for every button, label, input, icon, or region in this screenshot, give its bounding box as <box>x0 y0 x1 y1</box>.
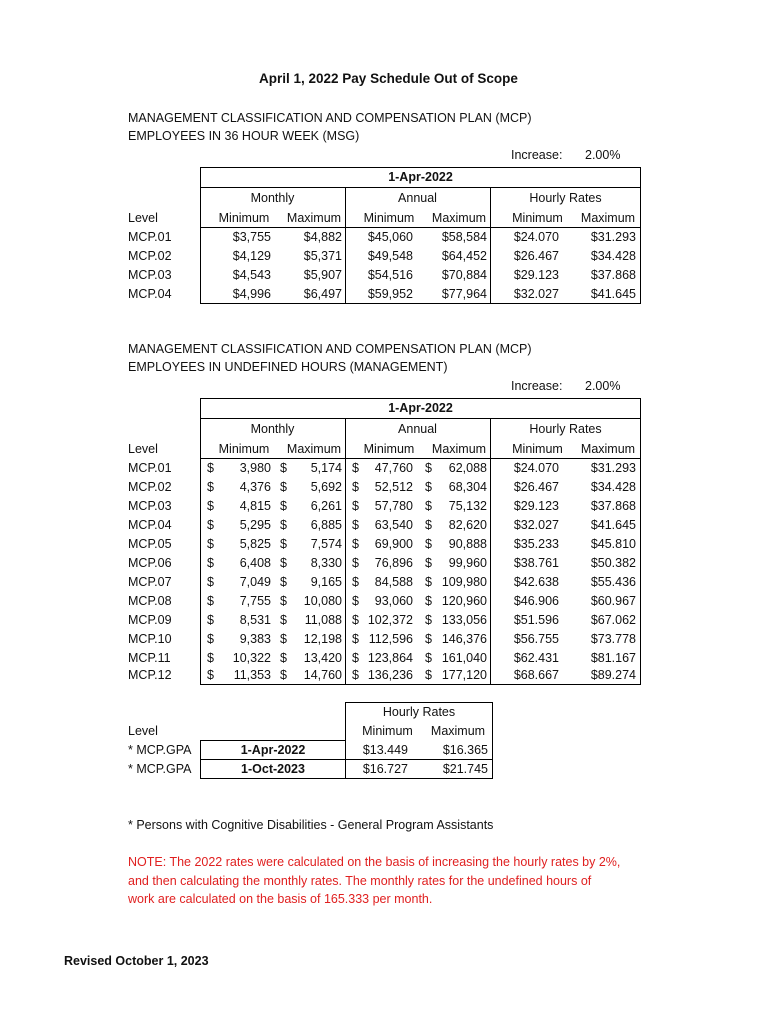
hourly-min-cell: $24.070 <box>513 230 559 244</box>
annual-max-cell: $64,452 <box>441 249 487 263</box>
gpa-max-header: Maximum <box>430 724 486 738</box>
currency-symbol: $ <box>425 499 432 513</box>
hourly-max-cell: $41.645 <box>590 287 636 301</box>
hourly-max-cell: $45.810 <box>590 537 636 551</box>
currency-symbol: $ <box>280 518 287 532</box>
annual-min-cell: 57,780 <box>374 499 413 513</box>
currency-symbol: $ <box>352 668 359 682</box>
monthly-min-cell: 3,980 <box>239 461 271 475</box>
annual-min-cell: 93,060 <box>374 594 413 608</box>
currency-symbol: $ <box>425 537 432 551</box>
monthly-max-cell: 9,165 <box>310 575 342 589</box>
level-cell: MCP.07 <box>128 575 172 589</box>
monthly-max-cell: 6,885 <box>310 518 342 532</box>
currency-symbol: $ <box>352 556 359 570</box>
level-cell: MCP.03 <box>128 499 172 513</box>
annual-min-cell: 69,900 <box>374 537 413 551</box>
monthly-min-cell: 5,295 <box>239 518 271 532</box>
annual-min-cell: 84,588 <box>374 575 413 589</box>
monthly-min-cell: 11,353 <box>233 668 271 682</box>
currency-symbol: $ <box>425 518 432 532</box>
currency-symbol: $ <box>280 537 287 551</box>
currency-symbol: $ <box>280 575 287 589</box>
section1-annual-min-header: Minimum <box>363 211 415 225</box>
gpa-min-header: Minimum <box>362 724 413 738</box>
monthly-max-cell: 11,088 <box>304 613 342 627</box>
hourly-min-cell: $29.123 <box>513 499 559 513</box>
currency-symbol: $ <box>425 575 432 589</box>
level-cell: MCP.01 <box>128 461 172 475</box>
section2-annual-min-header: Minimum <box>363 442 415 456</box>
section1-increase-value: 2.00% <box>585 148 621 162</box>
currency-symbol: $ <box>207 613 214 627</box>
monthly-min-cell: $4,543 <box>232 268 271 282</box>
gpa-level-cell: * MCP.GPA <box>128 762 192 776</box>
annual-min-cell: $59,952 <box>367 287 413 301</box>
currency-symbol: $ <box>207 594 214 608</box>
section2-group-annual: Annual <box>398 422 437 436</box>
hourly-min-cell: $26.467 <box>513 249 559 263</box>
annual-min-cell: $54,516 <box>367 268 413 282</box>
hourly-max-cell: $50.382 <box>590 556 636 570</box>
currency-symbol: $ <box>207 480 214 494</box>
section2-monthly-min-header: Minimum <box>218 442 270 456</box>
currency-symbol: $ <box>207 632 214 646</box>
annual-max-cell: $77,964 <box>441 287 487 301</box>
monthly-min-cell: 4,376 <box>239 480 271 494</box>
annual-min-cell: 63,540 <box>374 518 413 532</box>
monthly-min-cell: 7,755 <box>239 594 271 608</box>
hourly-max-cell: $34.428 <box>590 249 636 263</box>
hourly-min-cell: $35.233 <box>513 537 559 551</box>
monthly-max-cell: $5,907 <box>303 268 342 282</box>
hourly-max-cell: $55.436 <box>590 575 636 589</box>
note-line-1: NOTE: The 2022 rates were calculated on the basis of increasing the hourly rates by 2%, <box>128 855 621 869</box>
monthly-min-cell: 6,408 <box>239 556 271 570</box>
section1-increase-label: Increase: <box>511 148 563 162</box>
level-cell: MCP.04 <box>128 518 172 532</box>
currency-symbol: $ <box>207 518 214 532</box>
hourly-max-cell: $34.428 <box>590 480 636 494</box>
gpa-date-cell: 1-Oct-2023 <box>241 762 305 776</box>
monthly-min-cell: $3,755 <box>232 230 271 244</box>
gpa-max-cell: $16.365 <box>442 743 488 757</box>
annual-min-cell: 136,236 <box>367 668 413 682</box>
level-cell: MCP.12 <box>128 668 172 682</box>
currency-symbol: $ <box>280 480 287 494</box>
currency-symbol: $ <box>280 613 287 627</box>
gpa-min-cell: $16.727 <box>362 762 408 776</box>
hourly-min-cell: $24.070 <box>513 461 559 475</box>
currency-symbol: $ <box>207 668 214 682</box>
annual-max-cell: $58,584 <box>441 230 487 244</box>
annual-min-cell: $45,060 <box>367 230 413 244</box>
monthly-min-cell: 9,383 <box>239 632 271 646</box>
annual-max-cell: $70,884 <box>441 268 487 282</box>
currency-symbol: $ <box>425 613 432 627</box>
level-cell: MCP.03 <box>128 268 172 282</box>
currency-symbol: $ <box>352 594 359 608</box>
section2-annual-max-header: Maximum <box>431 442 487 456</box>
page-title: April 1, 2022 Pay Schedule Out of Scope <box>259 71 518 86</box>
monthly-min-cell: $4,996 <box>232 287 271 301</box>
currency-symbol: $ <box>207 461 214 475</box>
section1-heading-line1: MANAGEMENT CLASSIFICATION AND COMPENSATION PLAN (MCP) <box>128 111 532 125</box>
hourly-max-cell: $81.167 <box>590 651 636 665</box>
currency-symbol: $ <box>352 499 359 513</box>
monthly-min-cell: 8,531 <box>239 613 271 627</box>
currency-symbol: $ <box>280 556 287 570</box>
gpa-level-header: Level <box>128 724 158 738</box>
annual-min-cell: 123,864 <box>367 651 413 665</box>
hourly-max-cell: $73.778 <box>590 632 636 646</box>
currency-symbol: $ <box>425 668 432 682</box>
section2-hourly-min-header: Minimum <box>512 442 563 456</box>
section2-date: 1-Apr-2022 <box>388 401 453 415</box>
level-cell: MCP.05 <box>128 537 172 551</box>
currency-symbol: $ <box>352 575 359 589</box>
gpa-max-cell: $21.745 <box>442 762 488 776</box>
monthly-max-cell: 5,174 <box>310 461 342 475</box>
annual-max-cell: 99,960 <box>448 556 487 570</box>
section1-group-hourly: Hourly Rates <box>529 191 602 205</box>
gpa-date-cell: 1-Apr-2022 <box>240 743 306 757</box>
monthly-min-cell: 5,825 <box>239 537 271 551</box>
hourly-min-cell: $68.667 <box>513 668 559 682</box>
level-cell: MCP.02 <box>128 480 172 494</box>
section2-increase-value: 2.00% <box>585 379 621 393</box>
section1-monthly-max-header: Maximum <box>286 211 342 225</box>
section1-date: 1-Apr-2022 <box>388 170 453 184</box>
section1-group-annual: Annual <box>398 191 437 205</box>
hourly-max-cell: $37.868 <box>590 499 636 513</box>
monthly-max-cell: 14,760 <box>303 668 342 682</box>
monthly-max-cell: 13,420 <box>303 651 342 665</box>
hourly-max-cell: $41.645 <box>590 518 636 532</box>
level-cell: MCP.08 <box>128 594 172 608</box>
note-line-2: and then calculating the monthly rates. The monthly rates for the undefined hours of <box>128 874 592 888</box>
currency-symbol: $ <box>425 651 432 665</box>
annual-min-cell: 52,512 <box>374 480 413 494</box>
monthly-max-cell: $6,497 <box>303 287 342 301</box>
section2-group-monthly: Monthly <box>250 422 295 436</box>
monthly-min-cell: 7,049 <box>239 575 271 589</box>
section2-level-header: Level <box>128 442 158 456</box>
currency-symbol: $ <box>352 632 359 646</box>
level-cell: MCP.04 <box>128 287 172 301</box>
hourly-min-cell: $32.027 <box>513 518 559 532</box>
section2-hourly-max-header: Maximum <box>580 442 636 456</box>
hourly-min-cell: $26.467 <box>513 480 559 494</box>
gpa-group-hourly: Hourly Rates <box>382 705 456 719</box>
monthly-max-cell: $5,371 <box>303 249 342 263</box>
annual-min-cell: $49,548 <box>367 249 413 263</box>
currency-symbol: $ <box>207 556 214 570</box>
annual-max-cell: 62,088 <box>448 461 487 475</box>
hourly-max-cell: $60.967 <box>590 594 636 608</box>
revised-date: Revised October 1, 2023 <box>64 954 209 968</box>
annual-min-cell: 47,760 <box>374 461 413 475</box>
monthly-min-cell: $4,129 <box>232 249 271 263</box>
level-cell: MCP.02 <box>128 249 172 263</box>
annual-max-cell: 177,120 <box>441 668 487 682</box>
currency-symbol: $ <box>280 668 287 682</box>
currency-symbol: $ <box>280 632 287 646</box>
gpa-level-cell: * MCP.GPA <box>128 743 192 757</box>
section1-heading-line2: EMPLOYEES IN 36 HOUR WEEK (MSG) <box>128 129 360 143</box>
currency-symbol: $ <box>425 461 432 475</box>
monthly-max-cell: 12,198 <box>303 632 342 646</box>
currency-symbol: $ <box>352 537 359 551</box>
annual-max-cell: 75,132 <box>448 499 487 513</box>
annual-max-cell: 90,888 <box>448 537 487 551</box>
currency-symbol: $ <box>280 499 287 513</box>
hourly-max-cell: $89.274 <box>590 668 636 682</box>
footnote: * Persons with Cognitive Disabilities - General Program Assistants <box>128 818 494 832</box>
currency-symbol: $ <box>280 461 287 475</box>
currency-symbol: $ <box>352 613 359 627</box>
currency-symbol: $ <box>352 651 359 665</box>
monthly-min-cell: 4,815 <box>239 499 271 513</box>
section2-heading-line1: MANAGEMENT CLASSIFICATION AND COMPENSATION PLAN (MCP) <box>128 342 532 356</box>
currency-symbol: $ <box>207 537 214 551</box>
section2-heading-line2: EMPLOYEES IN UNDEFINED HOURS (MANAGEMENT) <box>128 360 448 374</box>
section1-annual-max-header: Maximum <box>431 211 487 225</box>
hourly-min-cell: $29.123 <box>513 268 559 282</box>
section1-monthly-min-header: Minimum <box>218 211 270 225</box>
hourly-min-cell: $42.638 <box>513 575 559 589</box>
section1-level-header: Level <box>128 211 158 225</box>
section2-group-hourly: Hourly Rates <box>529 422 602 436</box>
monthly-min-cell: 10,322 <box>232 651 271 665</box>
annual-max-cell: 68,304 <box>448 480 487 494</box>
currency-symbol: $ <box>207 499 214 513</box>
annual-max-cell: 109,980 <box>441 575 487 589</box>
monthly-max-cell: 7,574 <box>310 537 342 551</box>
level-cell: MCP.11 <box>128 651 171 665</box>
currency-symbol: $ <box>280 651 287 665</box>
hourly-max-cell: $67.062 <box>590 613 636 627</box>
level-cell: MCP.09 <box>128 613 172 627</box>
hourly-min-cell: $46.906 <box>513 594 559 608</box>
section2-monthly-max-header: Maximum <box>286 442 342 456</box>
gpa-min-cell: $13.449 <box>362 743 408 757</box>
currency-symbol: $ <box>425 480 432 494</box>
annual-max-cell: 133,056 <box>441 613 487 627</box>
annual-max-cell: 120,960 <box>441 594 487 608</box>
monthly-max-cell: 6,261 <box>310 499 342 513</box>
currency-symbol: $ <box>207 575 214 589</box>
level-cell: MCP.01 <box>128 230 172 244</box>
section1-hourly-max-header: Maximum <box>580 211 636 225</box>
currency-symbol: $ <box>352 461 359 475</box>
currency-symbol: $ <box>425 632 432 646</box>
hourly-min-cell: $62.431 <box>513 651 559 665</box>
hourly-max-cell: $37.868 <box>590 268 636 282</box>
currency-symbol: $ <box>280 594 287 608</box>
hourly-min-cell: $51.596 <box>513 613 559 627</box>
note-line-3: work are calculated on the basis of 165.333 per month. <box>128 892 433 906</box>
annual-max-cell: 146,376 <box>441 632 487 646</box>
currency-symbol: $ <box>352 518 359 532</box>
level-cell: MCP.06 <box>128 556 172 570</box>
hourly-max-cell: $31.293 <box>590 230 636 244</box>
annual-max-cell: 82,620 <box>448 518 487 532</box>
annual-min-cell: 112,596 <box>368 632 413 646</box>
hourly-max-cell: $31.293 <box>590 461 636 475</box>
currency-symbol: $ <box>352 480 359 494</box>
section1-hourly-min-header: Minimum <box>512 211 563 225</box>
annual-min-cell: 102,372 <box>367 613 413 627</box>
currency-symbol: $ <box>425 594 432 608</box>
annual-min-cell: 76,896 <box>374 556 413 570</box>
hourly-min-cell: $32.027 <box>513 287 559 301</box>
currency-symbol: $ <box>207 651 214 665</box>
section2-increase-label: Increase: <box>511 379 563 393</box>
monthly-max-cell: 8,330 <box>310 556 342 570</box>
level-cell: MCP.10 <box>128 632 172 646</box>
hourly-min-cell: $38.761 <box>513 556 559 570</box>
monthly-max-cell: $4,882 <box>303 230 342 244</box>
monthly-max-cell: 5,692 <box>310 480 342 494</box>
section1-group-monthly: Monthly <box>250 191 295 205</box>
annual-max-cell: 161,040 <box>441 651 487 665</box>
currency-symbol: $ <box>425 556 432 570</box>
monthly-max-cell: 10,080 <box>303 594 342 608</box>
hourly-min-cell: $56.755 <box>513 632 559 646</box>
